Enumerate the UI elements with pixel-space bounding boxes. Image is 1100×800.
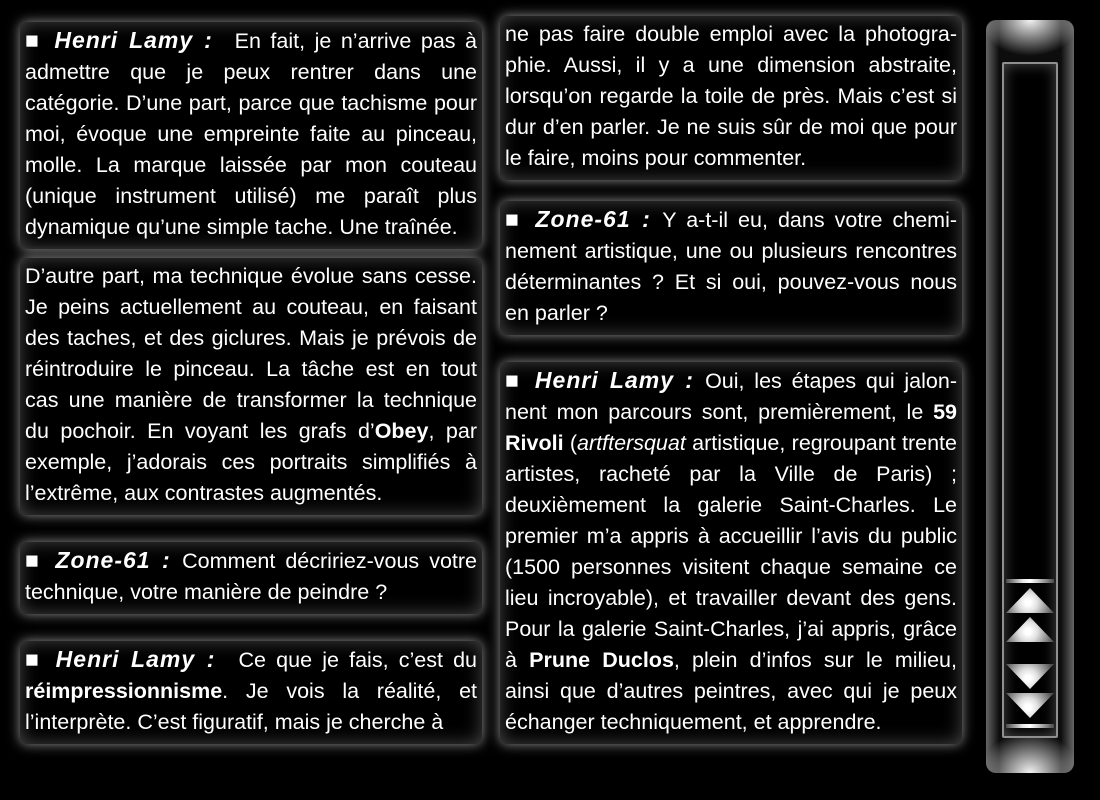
down-arrow-icon — [1006, 664, 1054, 689]
text-run-normal: artistique, regroupant trente artistes, racheté par la Ville de Paris) ; deuxièmement la galerie Saint-Charles. Le premier m’a appris à accueillir l’avis du public (1500 personnes visitent chaque semaine ce lieu incroyable), et travailler devant des gens. Pour la galerie Saint-Charles, j’ai appris, grâce à — [505, 431, 963, 672]
down-arrow-icon — [1006, 693, 1054, 718]
text-run-normal: En fait, je n’arrive pas à admettre que je peux rentrer dans une catégorie. D’une part, parce que tachisme pour moi, évoque une empreinte faite au pinceau, molle. La marque laissée par mon couteau (unique instrument utilisé) me paraît plus dynamique qu’une simple tache. Une traînée. — [25, 29, 483, 239]
scroll-down-button[interactable] — [1006, 660, 1054, 718]
text-column-left — [20, 22, 482, 744]
text-run-normal: Ce que je fais, c’est du — [238, 648, 483, 672]
paragraph-henri-lamy-3 — [20, 641, 482, 744]
text-run-bold: 59 Rivoli — [505, 400, 963, 455]
text-run-speaker: ■ Zone-61 : — [505, 206, 663, 232]
scrollbar-controls — [1006, 579, 1054, 728]
text-run-normal: Comment décririez-vous votre technique, votre manière de peindre ? — [25, 549, 483, 604]
text-run-speaker: ■ Henri Lamy : — [25, 27, 235, 53]
text-run-speaker: ■ Henri Lamy : — [25, 646, 239, 672]
text-run-bold: Obey — [374, 419, 429, 443]
up-arrow-icon — [1006, 617, 1054, 642]
text-run-bold: Prune Duclos — [529, 648, 674, 672]
scrollbar-track[interactable] — [1002, 62, 1058, 738]
paragraph-zone61-question-1 — [20, 542, 482, 614]
text-run-bold: réimpressionnisme — [25, 679, 223, 703]
text-run-normal: , plein d’infos sur le milieu, ainsi que d’autres peintres, avec qui je peux échanger techniquement, et apprendre. — [505, 648, 963, 734]
text-run-normal: . Je vois la réalité, et l’interprète. C’est figuratif, mais je cherche à — [25, 679, 483, 734]
up-arrow-icon — [1006, 588, 1054, 613]
text-run-normal: ne pas faire double emploi avec la photographie. Aussi, il y a une dimension abstraite, lorsqu’on regarde la toile de près. Mais c’est si dur d’en parler. Je ne suis sûr de moi que pour le faire, moins pour commenter. — [505, 22, 963, 170]
text-run-italic: artftersquat — [577, 431, 686, 455]
text-run-normal: Y a-t-il eu, dans votre cheminement artistique, une ou plusieurs rencontres déterminantes ? Et si oui, pouvez-vous nous en parler ? — [505, 208, 963, 325]
text-run-speaker: ■ Zone-61 : — [25, 547, 183, 573]
paragraph-henri-lamy-2 — [20, 258, 482, 515]
text-column-right — [500, 16, 962, 744]
scroll-up-button[interactable] — [1006, 584, 1054, 642]
scrollbar-divider — [1006, 724, 1054, 728]
paragraph-henri-lamy-3-continued — [500, 16, 962, 180]
paragraph-henri-lamy-1 — [20, 22, 482, 249]
text-run-normal: Oui, les étapes qui jalonnent mon parcours sont, premièrement, le — [505, 369, 957, 424]
text-run-normal: , par exemple, j’adorais ces portraits simplifiés à l’extrême, aux contrastes augmentés. — [25, 419, 483, 505]
text-run-speaker: ■ Henri Lamy : — [505, 367, 706, 393]
scroll-widget — [986, 20, 1074, 773]
paragraph-henri-lamy-4 — [500, 362, 962, 744]
scrollbar-divider — [1006, 579, 1054, 583]
text-run-normal: ( — [563, 431, 578, 455]
text-run-normal: D’autre part, ma technique évolue sans cesse. Je peins actuellement au couteau, en faisant des taches, et des giclures. Mais je prévois de réintroduire le pinceau. La tâche est en tout cas une manière de transformer la technique du pochoir. En voyant les grafs d’ — [25, 264, 483, 443]
paragraph-zone61-question-2 — [500, 201, 962, 335]
